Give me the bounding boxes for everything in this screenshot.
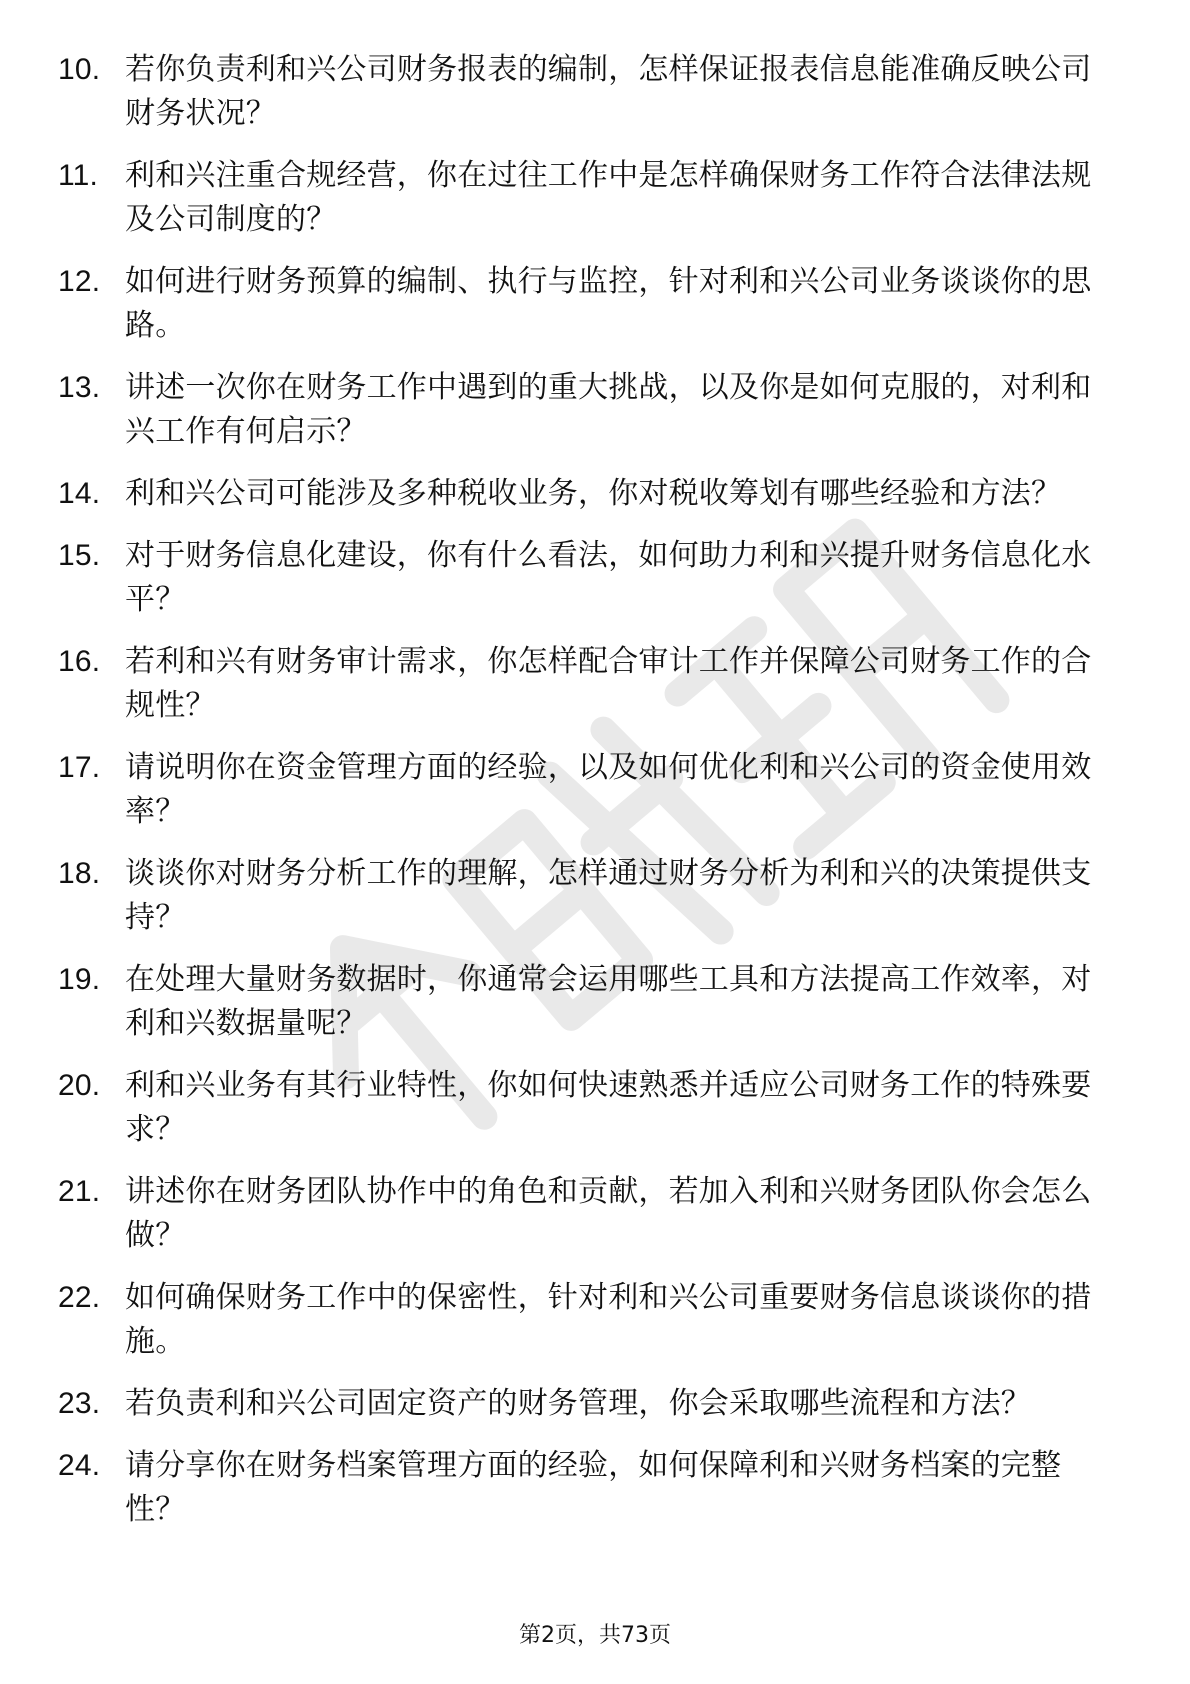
- question-item: [58, 472, 1118, 516]
- question-text: 若你负责利和兴公司财务报表的编制，怎样保证报表信息能准确反映公司财务状况？: [125, 52, 1092, 131]
- question-item: [58, 534, 1118, 622]
- question-item: [58, 852, 1118, 940]
- question-number: 22.: [58, 1281, 101, 1314]
- question-item: [58, 640, 1118, 728]
- question-text: 如何确保财务工作中的保密性，针对利和兴公司重要财务信息谈谈你的措施。: [125, 1280, 1092, 1359]
- question-number: 10.: [58, 53, 101, 86]
- question-number: 16.: [58, 645, 101, 678]
- question-text: 利和兴业务有其行业特性，你如何快速熟悉并适应公司财务工作的特殊要求？: [125, 1068, 1092, 1147]
- question-item: [58, 1064, 1118, 1152]
- question-item: [58, 1444, 1118, 1532]
- question-item: [58, 1170, 1118, 1258]
- question-number: 18.: [58, 857, 101, 890]
- question-text: 在处理大量财务数据时，你通常会运用哪些工具和方法提高工作效率，对利和兴数据量呢？: [125, 962, 1092, 1041]
- page-footer: 第2页，共73页: [519, 1623, 671, 1648]
- question-number: 17.: [58, 751, 101, 784]
- question-text: 请分享你在财务档案管理方面的经验，如何保障利和兴财务档案的完整性？: [125, 1448, 1062, 1527]
- question-number: 15.: [58, 539, 101, 572]
- question-item: [58, 48, 1118, 136]
- question-number: 19.: [58, 963, 101, 996]
- question-list: [58, 48, 1118, 1550]
- question-number: 12.: [58, 265, 101, 298]
- question-item: [58, 1276, 1118, 1364]
- question-item: [58, 154, 1118, 242]
- question-number: 23.: [58, 1387, 101, 1420]
- question-text: 如何进行财务预算的编制、执行与监控，针对利和兴公司业务谈谈你的思路。: [125, 264, 1092, 343]
- question-item: [58, 746, 1118, 834]
- question-text: 对于财务信息化建设，你有什么看法，如何助力利和兴提升财务信息化水平？: [125, 538, 1092, 617]
- question-number: 20.: [58, 1069, 101, 1102]
- question-text: 若利和兴有财务审计需求，你怎样配合审计工作并保障公司财务工作的合规性？: [125, 644, 1092, 723]
- question-number: 21.: [58, 1175, 101, 1208]
- question-text: 利和兴注重合规经营，你在过往工作中是怎样确保财务工作符合法律法规及公司制度的？: [125, 158, 1092, 237]
- question-text: 利和兴公司可能涉及多种税收业务，你对税收筹划有哪些经验和方法？: [125, 476, 1062, 511]
- question-text: 若负责利和兴公司固定资产的财务管理，你会采取哪些流程和方法？: [125, 1386, 1031, 1421]
- question-item: [58, 260, 1118, 348]
- question-number: 13.: [58, 371, 101, 404]
- question-number: 11.: [58, 159, 99, 192]
- question-number: 24.: [58, 1449, 101, 1482]
- question-item: [58, 366, 1118, 454]
- question-item: [58, 958, 1118, 1046]
- question-number: 14.: [58, 477, 101, 510]
- question-text: 请说明你在资金管理方面的经验，以及如何优化利和兴公司的资金使用效率？: [125, 750, 1092, 829]
- question-text: 讲述一次你在财务工作中遇到的重大挑战，以及你是如何克服的，对利和兴工作有何启示？: [125, 370, 1092, 449]
- question-text: 谈谈你对财务分析工作的理解，怎样通过财务分析为利和兴的决策提供支持？: [125, 856, 1092, 935]
- question-text: 讲述你在财务团队协作中的角色和贡献，若加入利和兴财务团队你会怎么做？: [125, 1174, 1092, 1253]
- question-item: [58, 1382, 1118, 1426]
